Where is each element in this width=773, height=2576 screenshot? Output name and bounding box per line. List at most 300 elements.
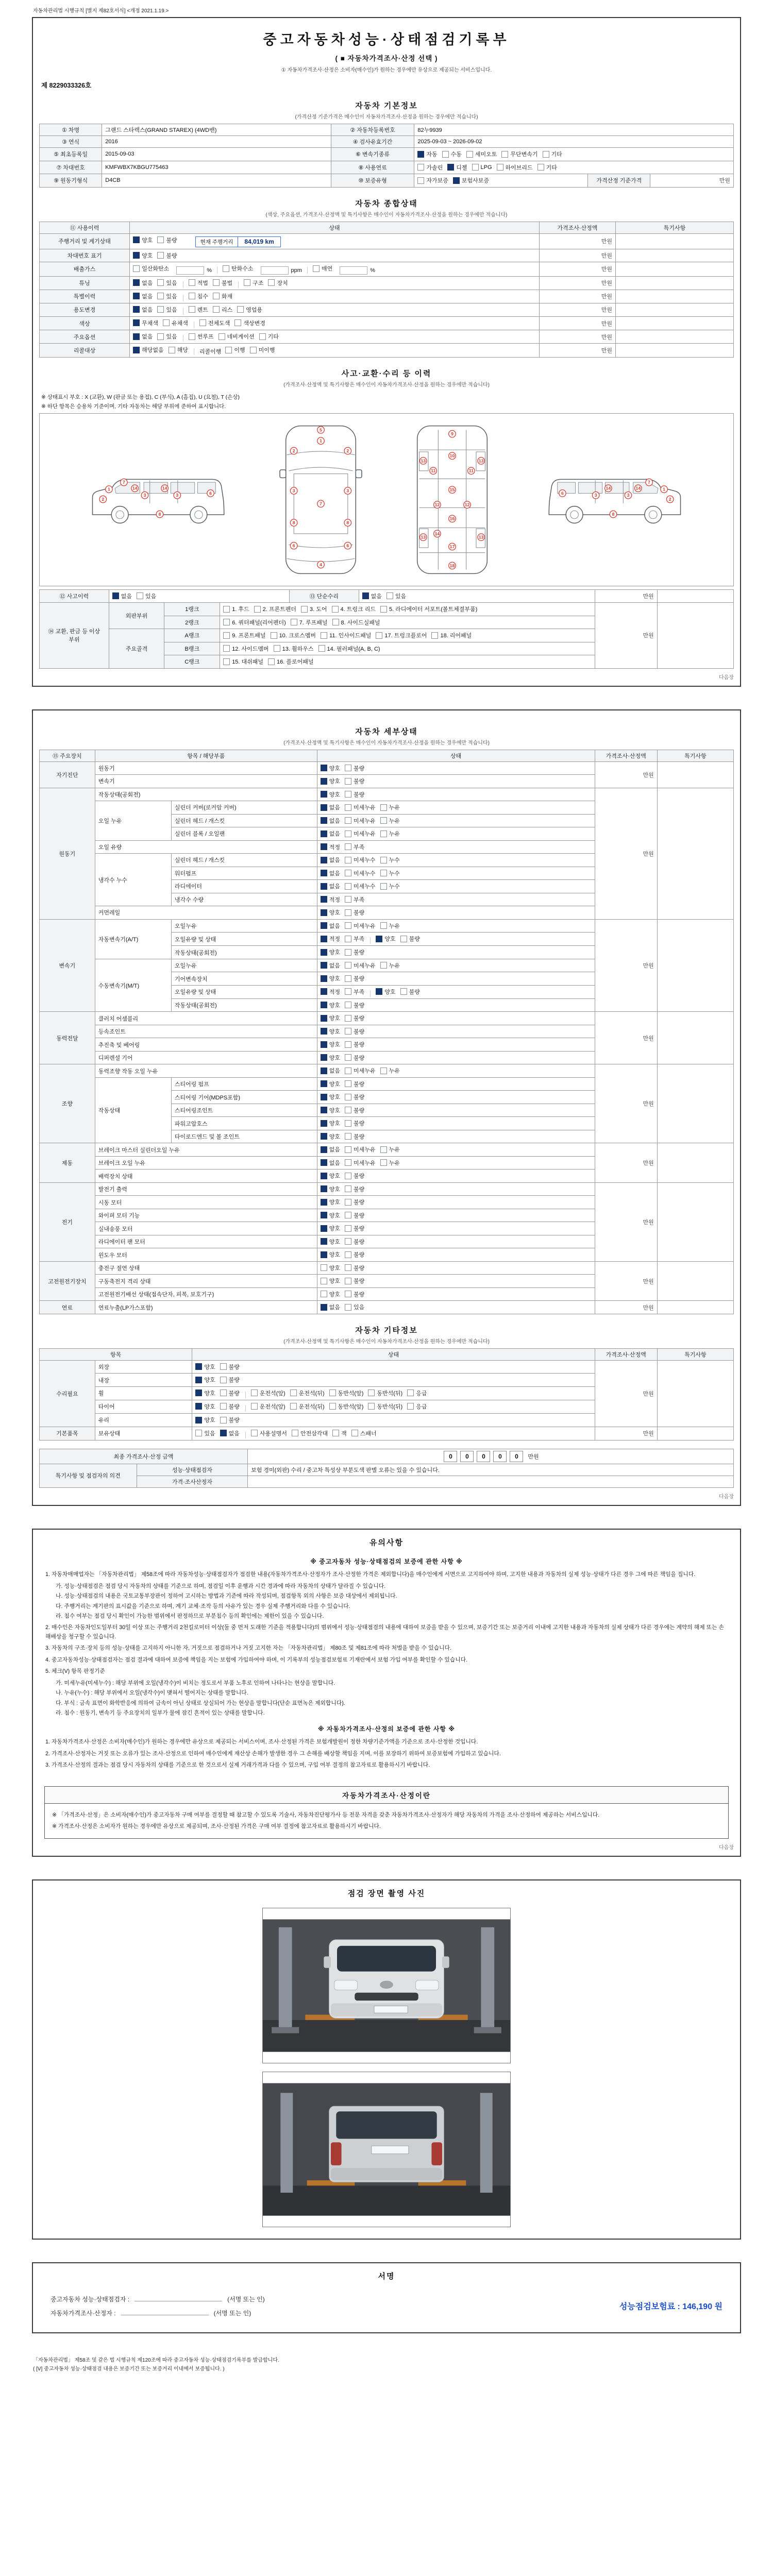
- checkbox-option[interactable]: [380, 856, 400, 864]
- checkbox-option[interactable]: [321, 1132, 340, 1141]
- checkbox-option[interactable]: [321, 1040, 340, 1048]
- checkbox-option[interactable]: [321, 922, 340, 930]
- checkbox-option[interactable]: [259, 332, 279, 341]
- checkbox-option[interactable]: [497, 163, 533, 172]
- checkbox-option[interactable]: [321, 1001, 340, 1009]
- checkbox-unchecked-icon[interactable]: [380, 1159, 387, 1166]
- checkbox-option[interactable]: [345, 961, 376, 970]
- checkbox-unchecked-icon[interactable]: [220, 1403, 227, 1410]
- checkbox-checked-icon[interactable]: [376, 988, 382, 995]
- checkbox-unchecked-icon[interactable]: [329, 1403, 336, 1410]
- checkbox-option[interactable]: [345, 1159, 376, 1167]
- checkbox-option[interactable]: [417, 150, 437, 158]
- checkbox-option[interactable]: [400, 988, 420, 996]
- checkbox-unchecked-icon[interactable]: [251, 1389, 258, 1396]
- checkbox-option[interactable]: [321, 1238, 340, 1246]
- checkbox-unchecked-icon[interactable]: [220, 1417, 227, 1423]
- checkbox-option[interactable]: [133, 319, 158, 327]
- checkbox-option[interactable]: [345, 843, 364, 851]
- checkbox-unchecked-icon[interactable]: [189, 279, 195, 286]
- checkbox-option[interactable]: [447, 163, 467, 172]
- checkbox-checked-icon[interactable]: [321, 1185, 327, 1192]
- checkbox-option[interactable]: [195, 1402, 215, 1411]
- checkbox-unchecked-icon[interactable]: [290, 1389, 297, 1396]
- checkbox-option[interactable]: [345, 1224, 364, 1232]
- checkbox-option[interactable]: [321, 1224, 340, 1232]
- checkbox-unchecked-icon[interactable]: [345, 1002, 351, 1008]
- checkbox-unchecked-icon[interactable]: [345, 817, 351, 824]
- checkbox-checked-icon[interactable]: [321, 909, 327, 916]
- checkbox-option[interactable]: [345, 1290, 364, 1298]
- checkbox-checked-icon[interactable]: [376, 936, 382, 942]
- checkbox-unchecked-icon[interactable]: [368, 1403, 375, 1410]
- checkbox-option[interactable]: [345, 1185, 364, 1193]
- checkbox-option[interactable]: [133, 251, 153, 260]
- checkbox-option[interactable]: [345, 1093, 364, 1101]
- checkbox-option[interactable]: [345, 1001, 364, 1009]
- checkbox-option[interactable]: [321, 1093, 340, 1101]
- checkbox-unchecked-icon[interactable]: [268, 279, 275, 286]
- checkbox-unchecked-icon[interactable]: [380, 606, 387, 613]
- checkbox-option[interactable]: [345, 1277, 364, 1285]
- checkbox-option[interactable]: [321, 988, 340, 996]
- checkbox-option[interactable]: [321, 790, 340, 799]
- checkbox-option[interactable]: [169, 346, 188, 354]
- checkbox-option[interactable]: [321, 1277, 340, 1285]
- checkbox-option[interactable]: [195, 1416, 215, 1424]
- checkbox-unchecked-icon[interactable]: [213, 279, 220, 286]
- checkbox-option[interactable]: [321, 1303, 340, 1311]
- checkbox-option[interactable]: [407, 1402, 427, 1411]
- checkbox-checked-icon[interactable]: [321, 1094, 327, 1100]
- checkbox-option[interactable]: [268, 279, 288, 287]
- checkbox-unchecked-icon[interactable]: [133, 265, 140, 272]
- checkbox-option[interactable]: [321, 829, 340, 838]
- checkbox-unchecked-icon[interactable]: [321, 1291, 327, 1297]
- amount-digit-box[interactable]: 0: [493, 1451, 507, 1462]
- checkbox-option[interactable]: [291, 618, 328, 626]
- checkbox-unchecked-icon[interactable]: [223, 619, 230, 625]
- checkbox-option[interactable]: [543, 150, 562, 158]
- checkbox-option[interactable]: [345, 1014, 364, 1022]
- checkbox-checked-icon[interactable]: [321, 1251, 327, 1258]
- checkbox-unchecked-icon[interactable]: [380, 922, 387, 929]
- amount-digit-box[interactable]: 0: [510, 1451, 523, 1462]
- checkbox-checked-icon[interactable]: [321, 1120, 327, 1127]
- checkbox-option[interactable]: [321, 1027, 340, 1036]
- checkbox-option[interactable]: [417, 163, 443, 172]
- checkbox-unchecked-icon[interactable]: [189, 333, 195, 340]
- checkbox-checked-icon[interactable]: [133, 333, 140, 340]
- checkbox-unchecked-icon[interactable]: [345, 831, 351, 837]
- checkbox-checked-icon[interactable]: [321, 1054, 327, 1061]
- checkbox-unchecked-icon[interactable]: [259, 333, 266, 340]
- checkbox-option[interactable]: [380, 1159, 400, 1167]
- checkbox-option[interactable]: [321, 1054, 340, 1062]
- checkbox-option[interactable]: [376, 988, 395, 996]
- checkbox-unchecked-icon[interactable]: [442, 151, 449, 158]
- checkbox-unchecked-icon[interactable]: [380, 804, 387, 811]
- checkbox-option[interactable]: [157, 279, 177, 287]
- checkbox-unchecked-icon[interactable]: [329, 1389, 336, 1396]
- amount-digit-box[interactable]: 0: [477, 1451, 490, 1462]
- checkbox-unchecked-icon[interactable]: [497, 164, 503, 171]
- checkbox-option[interactable]: [321, 1066, 340, 1075]
- checkbox-option[interactable]: [345, 1066, 376, 1075]
- checkbox-unchecked-icon[interactable]: [345, 909, 351, 916]
- checkbox-unchecked-icon[interactable]: [213, 306, 220, 313]
- signature-blank[interactable]: [135, 2294, 222, 2301]
- checkbox-checked-icon[interactable]: [321, 1173, 327, 1179]
- checkbox-option[interactable]: [345, 1198, 364, 1206]
- checkbox-option[interactable]: [345, 908, 364, 917]
- checkbox-option[interactable]: [223, 631, 265, 639]
- checkbox-unchecked-icon[interactable]: [345, 765, 351, 771]
- checkbox-checked-icon[interactable]: [321, 883, 327, 890]
- checkbox-option[interactable]: [345, 1119, 364, 1127]
- checkbox-checked-icon[interactable]: [321, 765, 327, 771]
- checkbox-option[interactable]: [380, 829, 400, 838]
- checkbox-option[interactable]: [220, 1376, 240, 1384]
- checkbox-unchecked-icon[interactable]: [351, 1430, 358, 1436]
- checkbox-option[interactable]: [345, 988, 364, 996]
- checkbox-option[interactable]: [345, 869, 376, 877]
- checkbox-checked-icon[interactable]: [195, 1363, 202, 1370]
- checkbox-checked-icon[interactable]: [321, 988, 327, 995]
- checkbox-option[interactable]: [345, 1250, 364, 1259]
- checkbox-option[interactable]: [345, 1303, 364, 1311]
- checkbox-option[interactable]: [345, 764, 364, 772]
- checkbox-option[interactable]: [133, 264, 169, 273]
- checkbox-unchecked-icon[interactable]: [345, 1015, 351, 1022]
- checkbox-checked-icon[interactable]: [321, 1028, 327, 1035]
- checkbox-checked-icon[interactable]: [133, 252, 140, 259]
- checkbox-option[interactable]: [345, 1054, 364, 1062]
- checkbox-option[interactable]: [321, 1198, 340, 1206]
- checkbox-option[interactable]: [213, 306, 232, 314]
- checkbox-option[interactable]: [195, 1376, 215, 1384]
- checkbox-option[interactable]: [234, 319, 265, 327]
- checkbox-option[interactable]: [380, 1066, 400, 1075]
- checkbox-unchecked-icon[interactable]: [274, 645, 280, 652]
- checkbox-unchecked-icon[interactable]: [251, 1430, 258, 1436]
- checkbox-option[interactable]: [254, 605, 296, 613]
- checkbox-unchecked-icon[interactable]: [268, 658, 275, 665]
- checkbox-unchecked-icon[interactable]: [223, 265, 229, 272]
- checkbox-option[interactable]: [133, 332, 153, 341]
- checkbox-unchecked-icon[interactable]: [345, 857, 351, 863]
- checkbox-option[interactable]: [345, 777, 364, 785]
- checkbox-unchecked-icon[interactable]: [345, 936, 351, 942]
- checkbox-option[interactable]: [223, 657, 263, 666]
- checkbox-checked-icon[interactable]: [321, 1107, 327, 1113]
- checkbox-option[interactable]: [223, 618, 286, 626]
- checkbox-unchecked-icon[interactable]: [220, 1363, 227, 1370]
- checkbox-unchecked-icon[interactable]: [163, 319, 170, 326]
- checkbox-option[interactable]: [251, 1389, 285, 1397]
- checkbox-option[interactable]: [380, 817, 400, 825]
- checkbox-option[interactable]: [368, 1402, 402, 1411]
- checkbox-option[interactable]: [368, 1389, 402, 1397]
- checkbox-unchecked-icon[interactable]: [345, 778, 351, 785]
- checkbox-checked-icon[interactable]: [321, 962, 327, 969]
- checkbox-option[interactable]: [380, 803, 400, 811]
- checkbox-unchecked-icon[interactable]: [291, 619, 297, 625]
- checkbox-unchecked-icon[interactable]: [345, 1225, 351, 1232]
- checkbox-option[interactable]: [332, 1429, 347, 1437]
- checkbox-unchecked-icon[interactable]: [250, 347, 257, 353]
- checkbox-unchecked-icon[interactable]: [345, 988, 351, 995]
- checkbox-option[interactable]: [223, 645, 268, 653]
- checkbox-checked-icon[interactable]: [321, 1225, 327, 1232]
- checkbox-checked-icon[interactable]: [195, 1389, 202, 1396]
- checkbox-option[interactable]: [271, 631, 316, 639]
- checkbox-unchecked-icon[interactable]: [157, 333, 164, 340]
- checkbox-option[interactable]: [537, 163, 557, 172]
- checkbox-option[interactable]: [157, 332, 177, 341]
- checkbox-option[interactable]: [472, 164, 492, 171]
- checkbox-unchecked-icon[interactable]: [290, 1403, 297, 1410]
- checkbox-option[interactable]: [321, 869, 340, 877]
- checkbox-unchecked-icon[interactable]: [345, 1304, 351, 1311]
- checkbox-option[interactable]: [321, 1211, 340, 1219]
- checkbox-unchecked-icon[interactable]: [321, 1264, 327, 1271]
- checkbox-checked-icon[interactable]: [321, 1146, 327, 1153]
- checkbox-option[interactable]: [321, 777, 340, 785]
- checkbox-checked-icon[interactable]: [195, 1377, 202, 1383]
- checkbox-unchecked-icon[interactable]: [380, 1146, 387, 1153]
- checkbox-option[interactable]: [345, 974, 364, 982]
- checkbox-unchecked-icon[interactable]: [199, 319, 206, 326]
- checkbox-option[interactable]: [133, 346, 164, 354]
- checkbox-unchecked-icon[interactable]: [345, 1185, 351, 1192]
- checkbox-option[interactable]: [321, 935, 340, 943]
- checkbox-option[interactable]: [345, 1211, 364, 1219]
- checkbox-option[interactable]: [329, 1389, 364, 1397]
- checkbox-checked-icon[interactable]: [417, 151, 424, 158]
- checkbox-option[interactable]: [380, 961, 400, 970]
- checkbox-option[interactable]: [345, 1238, 364, 1246]
- checkbox-option[interactable]: [345, 882, 376, 890]
- checkbox-checked-icon[interactable]: [112, 592, 119, 599]
- checkbox-option[interactable]: [321, 817, 340, 825]
- checkbox-option[interactable]: [362, 592, 382, 600]
- checkbox-unchecked-icon[interactable]: [380, 1067, 387, 1074]
- checkbox-option[interactable]: [321, 856, 340, 864]
- checkbox-unchecked-icon[interactable]: [407, 1389, 414, 1396]
- checkbox-option[interactable]: [133, 236, 153, 244]
- checkbox-option[interactable]: [345, 790, 364, 799]
- checkbox-unchecked-icon[interactable]: [345, 962, 351, 969]
- checkbox-checked-icon[interactable]: [321, 936, 327, 942]
- checkbox-option[interactable]: [268, 657, 313, 666]
- checkbox-unchecked-icon[interactable]: [225, 347, 232, 353]
- checkbox-unchecked-icon[interactable]: [157, 279, 164, 286]
- checkbox-option[interactable]: [321, 1080, 340, 1088]
- checkbox-checked-icon[interactable]: [133, 236, 140, 243]
- checkbox-unchecked-icon[interactable]: [345, 1146, 351, 1153]
- checkbox-unchecked-icon[interactable]: [313, 265, 320, 272]
- checkbox-unchecked-icon[interactable]: [345, 1080, 351, 1087]
- checkbox-option[interactable]: [380, 1145, 400, 1154]
- checkbox-unchecked-icon[interactable]: [345, 1107, 351, 1113]
- checkbox-option[interactable]: [321, 1264, 340, 1272]
- checkbox-option[interactable]: [321, 1145, 340, 1154]
- checkbox-option[interactable]: [213, 292, 232, 300]
- checkbox-unchecked-icon[interactable]: [345, 949, 351, 956]
- checkbox-option[interactable]: [321, 948, 340, 956]
- checkbox-unchecked-icon[interactable]: [219, 333, 225, 340]
- checkbox-checked-icon[interactable]: [321, 1002, 327, 1008]
- checkbox-checked-icon[interactable]: [321, 817, 327, 824]
- checkbox-option[interactable]: [345, 1106, 364, 1114]
- checkbox-option[interactable]: [376, 631, 427, 639]
- checkbox-unchecked-icon[interactable]: [345, 804, 351, 811]
- checkbox-option[interactable]: [292, 1429, 328, 1437]
- checkbox-checked-icon[interactable]: [321, 1199, 327, 1206]
- checkbox-unchecked-icon[interactable]: [137, 592, 143, 599]
- checkbox-unchecked-icon[interactable]: [345, 1028, 351, 1035]
- checkbox-unchecked-icon[interactable]: [157, 306, 164, 313]
- checkbox-unchecked-icon[interactable]: [376, 632, 382, 639]
- checkbox-checked-icon[interactable]: [133, 306, 140, 313]
- checkbox-checked-icon[interactable]: [447, 164, 454, 171]
- checkbox-checked-icon[interactable]: [321, 1067, 327, 1074]
- checkbox-unchecked-icon[interactable]: [501, 151, 508, 158]
- checkbox-option[interactable]: [225, 346, 245, 354]
- checkbox-unchecked-icon[interactable]: [254, 606, 261, 613]
- checkbox-option[interactable]: [321, 908, 340, 917]
- checkbox-unchecked-icon[interactable]: [345, 843, 351, 850]
- checkbox-option[interactable]: [321, 764, 340, 772]
- checkbox-option[interactable]: [345, 922, 376, 930]
- blank-value-box[interactable]: [340, 266, 367, 275]
- checkbox-unchecked-icon[interactable]: [417, 177, 424, 184]
- checkbox-unchecked-icon[interactable]: [223, 606, 230, 613]
- checkbox-checked-icon[interactable]: [133, 347, 140, 353]
- checkbox-option[interactable]: [157, 236, 177, 244]
- checkbox-option[interactable]: [321, 1250, 340, 1259]
- checkbox-unchecked-icon[interactable]: [345, 1264, 351, 1271]
- checkbox-unchecked-icon[interactable]: [345, 922, 351, 929]
- checkbox-unchecked-icon[interactable]: [301, 606, 308, 613]
- checkbox-option[interactable]: [189, 332, 214, 341]
- checkbox-option[interactable]: [157, 251, 177, 260]
- checkbox-unchecked-icon[interactable]: [400, 936, 407, 942]
- blank-value-box[interactable]: [176, 266, 204, 275]
- checkbox-option[interactable]: [313, 264, 332, 273]
- checkbox-option[interactable]: [157, 306, 177, 314]
- checkbox-unchecked-icon[interactable]: [472, 164, 479, 171]
- amount-digit-box[interactable]: 0: [460, 1451, 474, 1462]
- checkbox-checked-icon[interactable]: [133, 279, 140, 286]
- checkbox-option[interactable]: [223, 605, 249, 613]
- checkbox-option[interactable]: [345, 1172, 364, 1180]
- checkbox-unchecked-icon[interactable]: [213, 293, 220, 299]
- checkbox-option[interactable]: [400, 935, 420, 943]
- checkbox-checked-icon[interactable]: [195, 1403, 202, 1410]
- checkbox-option[interactable]: [195, 1389, 215, 1397]
- checkbox-option[interactable]: [237, 306, 262, 314]
- checkbox-option[interactable]: [380, 922, 400, 930]
- checkbox-unchecked-icon[interactable]: [380, 831, 387, 837]
- checkbox-option[interactable]: [250, 346, 275, 354]
- checkbox-unchecked-icon[interactable]: [234, 319, 241, 326]
- checkbox-option[interactable]: [351, 1429, 377, 1437]
- checkbox-option[interactable]: [220, 1389, 240, 1397]
- checkbox-checked-icon[interactable]: [321, 1080, 327, 1087]
- checkbox-option[interactable]: [321, 631, 371, 639]
- checkbox-checked-icon[interactable]: [321, 831, 327, 837]
- amount-digit-box[interactable]: 0: [444, 1451, 457, 1462]
- checkbox-checked-icon[interactable]: [321, 949, 327, 956]
- checkbox-option[interactable]: [345, 895, 364, 904]
- checkbox-checked-icon[interactable]: [321, 1133, 327, 1140]
- checkbox-option[interactable]: [220, 1402, 240, 1411]
- checkbox-option[interactable]: [290, 1389, 325, 1397]
- checkbox-unchecked-icon[interactable]: [345, 1159, 351, 1166]
- checkbox-checked-icon[interactable]: [321, 804, 327, 811]
- checkbox-option[interactable]: [407, 1389, 427, 1397]
- checkbox-option[interactable]: [321, 843, 340, 851]
- checkbox-option[interactable]: [133, 306, 153, 314]
- checkbox-unchecked-icon[interactable]: [417, 164, 424, 171]
- checkbox-option[interactable]: [321, 882, 340, 890]
- checkbox-unchecked-icon[interactable]: [223, 645, 230, 652]
- checkbox-unchecked-icon[interactable]: [251, 1403, 258, 1410]
- checkbox-checked-icon[interactable]: [321, 791, 327, 798]
- checkbox-option[interactable]: [380, 605, 477, 613]
- checkbox-checked-icon[interactable]: [453, 177, 460, 184]
- checkbox-unchecked-icon[interactable]: [345, 1199, 351, 1206]
- checkbox-option[interactable]: [195, 1429, 215, 1437]
- checkbox-option[interactable]: [251, 1402, 285, 1411]
- checkbox-unchecked-icon[interactable]: [345, 1120, 351, 1127]
- checkbox-option[interactable]: [321, 974, 340, 982]
- checkbox-option[interactable]: [321, 961, 340, 970]
- checkbox-option[interactable]: [220, 1363, 240, 1371]
- checkbox-unchecked-icon[interactable]: [157, 236, 164, 243]
- checkbox-option[interactable]: [321, 1106, 340, 1114]
- checkbox-checked-icon[interactable]: [321, 1041, 327, 1048]
- checkbox-unchecked-icon[interactable]: [223, 632, 230, 639]
- blank-value-box[interactable]: [261, 266, 289, 275]
- checkbox-unchecked-icon[interactable]: [380, 817, 387, 824]
- checkbox-unchecked-icon[interactable]: [220, 1389, 227, 1396]
- checkbox-unchecked-icon[interactable]: [345, 1238, 351, 1245]
- checkbox-option[interactable]: [345, 1264, 364, 1272]
- checkbox-option[interactable]: [380, 882, 400, 890]
- checkbox-option[interactable]: [345, 1027, 364, 1036]
- checkbox-option[interactable]: [321, 1014, 340, 1022]
- checkbox-unchecked-icon[interactable]: [380, 883, 387, 890]
- checkbox-checked-icon[interactable]: [321, 1015, 327, 1022]
- checkbox-unchecked-icon[interactable]: [368, 1389, 375, 1396]
- checkbox-option[interactable]: [321, 1290, 340, 1298]
- checkbox-option[interactable]: [163, 319, 188, 327]
- checkbox-unchecked-icon[interactable]: [345, 883, 351, 890]
- checkbox-unchecked-icon[interactable]: [321, 632, 327, 639]
- checkbox-unchecked-icon[interactable]: [237, 306, 244, 313]
- checkbox-option[interactable]: [431, 631, 472, 639]
- checkbox-unchecked-icon[interactable]: [189, 306, 195, 313]
- checkbox-option[interactable]: [321, 1172, 340, 1180]
- checkbox-option[interactable]: [376, 935, 395, 943]
- checkbox-option[interactable]: [189, 306, 208, 314]
- checkbox-option[interactable]: [157, 292, 177, 300]
- checkbox-option[interactable]: [251, 1429, 287, 1437]
- checkbox-option[interactable]: [321, 895, 340, 904]
